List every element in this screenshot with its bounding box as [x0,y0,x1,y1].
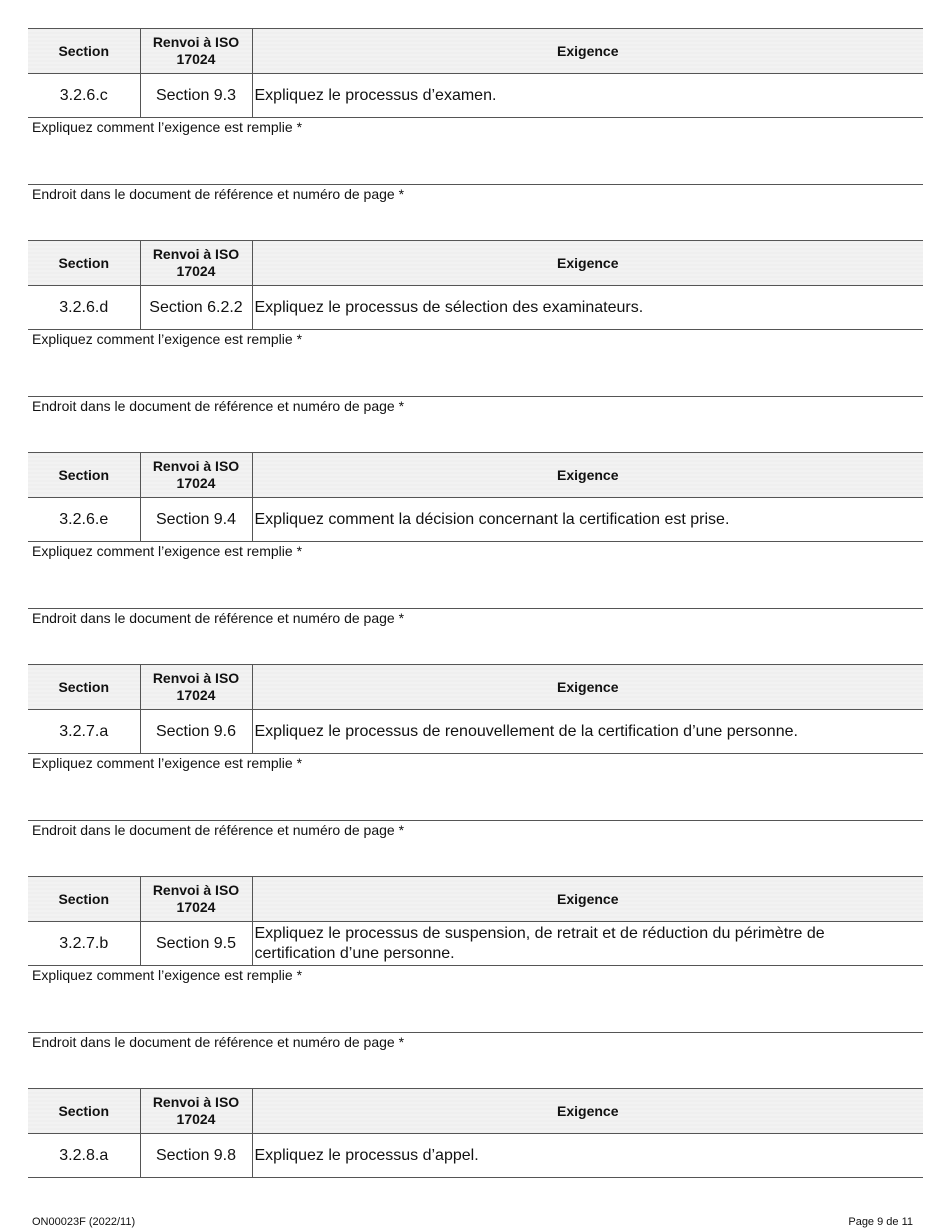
requirement-block [28,664,923,875]
reference-header: Renvoi à ISO 17024 [140,29,252,74]
table-row [28,1134,923,1178]
page-number: Page 9 de 11 [848,1216,913,1228]
reference-header: Renvoi à ISO 17024 [140,877,252,922]
requirement-table [28,28,923,118]
form-number: ON00023F (2022/11) [32,1216,136,1228]
table-row [28,498,923,542]
location-field[interactable] [28,1051,923,1087]
location-label: Endroit dans le document de référence et numéro de page * [32,398,405,414]
reference-cell: Section 9.8 [140,1134,252,1178]
location-field[interactable] [28,415,923,451]
table-row [28,710,923,754]
requirement-header: Exigence [252,241,923,286]
requirement-cell: Expliquez le processus de sélection des examinateurs. [252,286,923,330]
how-met-field[interactable] [28,772,923,821]
requirement-cell: Expliquez le processus de suspension, de retrait et de réduction du périmètre de certification d’une personne. [252,922,923,966]
location-label: Endroit dans le document de référence et numéro de page * [32,610,405,626]
requirement-header: Exigence [252,1089,923,1134]
section-header: Section [28,1089,140,1134]
table-row [28,922,923,966]
requirement-cell: Expliquez comment la décision concernant la certification est prise. [252,498,923,542]
location-label: Endroit dans le document de référence et numéro de page * [32,186,405,202]
how-met-field[interactable] [28,136,923,185]
reference-cell: Section 9.5 [140,922,252,966]
section-cell: 3.2.7.a [28,710,140,754]
requirement-block [28,240,923,451]
section-header: Section [28,665,140,710]
reference-header: Renvoi à ISO 17024 [140,241,252,286]
requirement-block [28,1088,923,1178]
section-cell: 3.2.7.b [28,922,140,966]
requirement-block [28,876,923,1087]
requirement-cell: Expliquez le processus de renouvellement de la certification d’une personne. [252,710,923,754]
reference-cell: Section 6.2.2 [140,286,252,330]
requirement-block [28,452,923,663]
how-met-field[interactable] [28,560,923,609]
requirement-header: Exigence [252,29,923,74]
section-header: Section [28,453,140,498]
section-header: Section [28,29,140,74]
section-cell: 3.2.6.d [28,286,140,330]
table-row [28,74,923,118]
requirement-header: Exigence [252,665,923,710]
requirement-table [28,664,923,754]
requirement-cell: Expliquez le processus d’examen. [252,74,923,118]
location-label: Endroit dans le document de référence et numéro de page * [32,822,405,838]
location-field[interactable] [28,839,923,875]
how-met-label: Expliquez comment l’exigence est remplie * [32,543,303,559]
section-cell: 3.2.8.a [28,1134,140,1178]
how-met-label: Expliquez comment l’exigence est remplie * [32,331,303,347]
requirement-table [28,876,923,966]
requirement-table [28,1088,923,1178]
section-header: Section [28,877,140,922]
location-field[interactable] [28,627,923,663]
requirement-table [28,240,923,330]
how-met-field[interactable] [28,348,923,397]
reference-cell: Section 9.3 [140,74,252,118]
how-met-label: Expliquez comment l’exigence est remplie * [32,967,303,983]
reference-header: Renvoi à ISO 17024 [140,453,252,498]
section-cell: 3.2.6.c [28,74,140,118]
requirement-table [28,452,923,542]
location-label: Endroit dans le document de référence et numéro de page * [32,1034,405,1050]
requirement-header: Exigence [252,877,923,922]
reference-cell: Section 9.6 [140,710,252,754]
reference-header: Renvoi à ISO 17024 [140,1089,252,1134]
requirement-block [28,28,923,239]
reference-header: Renvoi à ISO 17024 [140,665,252,710]
reference-cell: Section 9.4 [140,498,252,542]
section-header: Section [28,241,140,286]
how-met-field[interactable] [28,984,923,1033]
requirement-cell: Expliquez le processus d’appel. [252,1134,923,1178]
location-field[interactable] [28,203,923,239]
section-cell: 3.2.6.e [28,498,140,542]
requirement-header: Exigence [252,453,923,498]
table-row [28,286,923,330]
how-met-label: Expliquez comment l’exigence est remplie * [32,119,303,135]
how-met-label: Expliquez comment l’exigence est remplie * [32,755,303,771]
